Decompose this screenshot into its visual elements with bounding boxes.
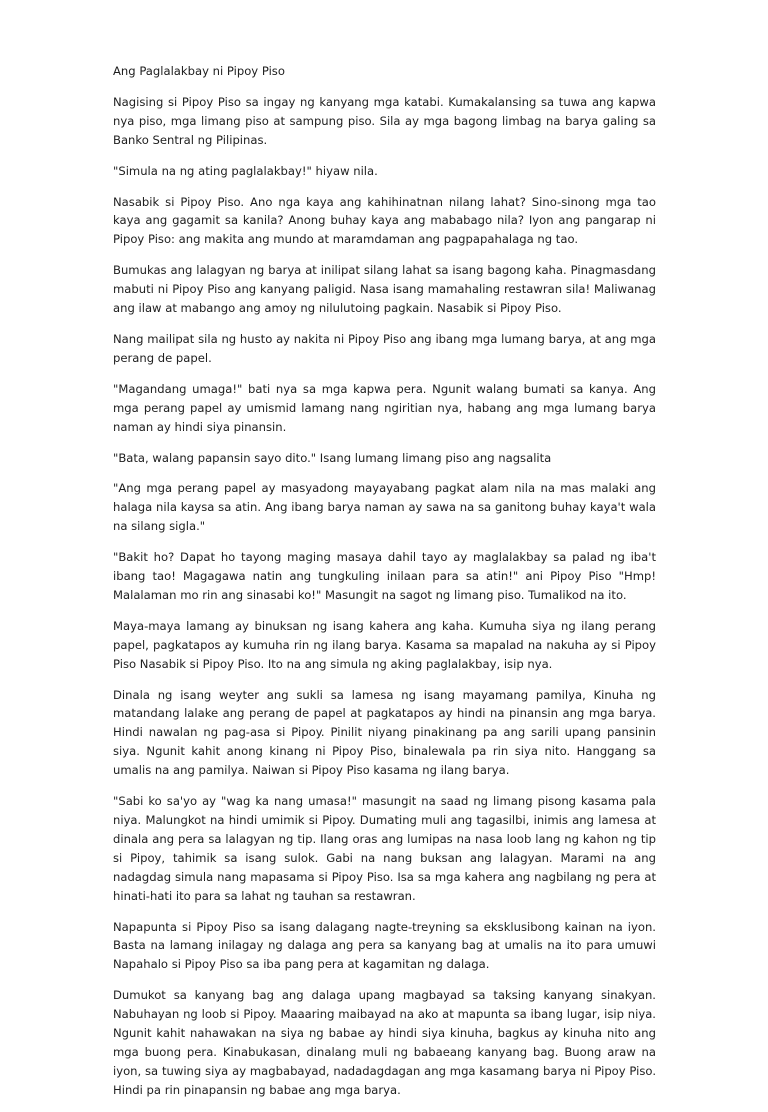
- paragraph-14: Dumukot sa kanyang bag ang dalaga upang magbayad sa taksing kanyang sinakyan. Nabuhayan ng loob si Pipoy. Maaaring maibayad na ako at mapunta sa ibang lugar, isip niya. Ngunit kahit nahawakan na siya ng babae ay hindi siya kinuha, bagkus ay kinuha nito ang mga buong pera. Kinabukasan, dinalang muli ng babaeang kanyang bag. Buong araw na iyon, sa tuwing siya ay magbabayad, nadadagdagan ang mga kasamang barya ni Pipoy Piso. Hindi pa rin pinapansin ng babae ang mga barya.: [113, 988, 656, 1097]
- paragraph-12: "Sabi ko sa'yo ay "wag ka nang umasa!" masungit na saad ng limang pisong kasama pala niya. Malungkot na hindi umimik si Pipoy. Dumating muli ang tagasilbi, inimis ang lamesa at dinala ang pera sa lalagyan ng tip. Ilang oras ang lumipas na nasa loob lang ng kahon ng tip si Pipoy, tahimik sa isang sulok. Gabi na nang buksan ang lalagyan. Marami na ang nadagdag simula nang mapasama si Pipoy Piso. Isa sa mga kahera ang nagbilang ng pera at hinati-hati ito para sa lahat ng tauhan sa restawran.: [113, 794, 656, 903]
- paragraph-5: Nang mailipat sila ng husto ay nakita ni Pipoy Piso ang ibang mga lumang barya, at ang mga perang de papel.: [113, 331, 656, 365]
- paragraph-10: Maya-maya lamang ay binuksan ng isang kahera ang kaha. Kumuha siya ng ilang perang papel, pagkatapos ay kumuha rin ng ilang barya. Kasama sa mapalad na nakuha ay si Pipoy Piso Nasabik si Pipoy Piso. Ito na ang simula ng aking paglalakbay, isip nya.: [113, 618, 656, 671]
- paragraph-11: Dinala ng isang weyter ang sukli sa lamesa ng isang mayamang pamilya, Kinuha ng matandang lalake ang perang de papel at pagkatapos ay hindi na pinansin ang mga barya. Hindi nawalan ng pag-asa si Pipoy. Pinilit niyang pinakinang pa ang sarili upang pansinin siya. Ngunit kahit anong kinang ni Pipoy Piso, binalewala pa rin siya nito. Hanggang sa umalis na ang pamilya. Naiwan si Pipoy Piso kasama ng ilang barya.: [113, 687, 656, 778]
- paragraph-3: Nasabik si Pipoy Piso. Ano nga kaya ang kahihinatnan nilang lahat? Sino-sinong mga tao kaya ang gagamit sa kanila? Anong buhay kaya ang mababago nila? Iyon ang pangarap ni Pipoy Piso: ang makita ang mundo at maramdaman ang pagpapahalaga ng tao.: [113, 194, 656, 247]
- document-page: [113, 62, 656, 1112]
- paragraph-13: Napapunta si Pipoy Piso sa isang dalagang nagte-treyning sa eksklusibong kainan na iyon. Basta na lamang inilagay ng dalaga ang pera sa kanyang bag at umalis na ito para umuwi Napahalo si Pipoy Piso sa iba pang pera at kagamitan ng dalaga.: [113, 919, 656, 972]
- paragraph-6: "Magandang umaga!" bati nya sa mga kapwa pera. Ngunit walang bumati sa kanya. Ang mga perang papel ay umismid lamang nang ngiritian nya, habang ang mga lumang barya naman ay hindi siya pinansin.: [113, 381, 656, 434]
- document-title: Ang Paglalakbay ni Pipoy Piso: [113, 64, 285, 78]
- paragraph-1: Nagising si Pipoy Piso sa ingay ng kanyang mga katabi. Kumakalansing sa tuwa ang kapwa nya piso, mga limang piso at sampung piso. Sila ay mga bagong limbag na barya galing sa Banko Sentral ng Pilipinas.: [113, 94, 656, 147]
- paragraph-8: "Ang mga perang papel ay masyadong mayayabang pagkat alam nila na mas malaki ang halaga nila kaysa sa atin. Ang ibang barya naman ay sawa na sa ganitong buhay kaya't wala na silang sigla.": [113, 481, 656, 534]
- paragraph-4: Bumukas ang lalagyan ng barya at inilipat silang lahat sa isang bagong kaha. Pinagmasdang mabuti ni Pipoy Piso ang kanyang paligid. Nasa isang mamahaling restawran sila! Maliwanag ang ilaw at mabango ang amoy ng nilulutoing pagkain. Nasabik si Pipoy Piso.: [113, 263, 656, 316]
- paragraph-2: "Simula na ng ating paglalakbay!" hiyaw nila.: [113, 163, 378, 178]
- paragraph-9: "Bakit ho? Dapat ho tayong maging masaya dahil tayo ay maglalakbay sa palad ng iba't ibang tao! Magagawa natin ang tungkuling inilaan para sa atin!" ani Pipoy Piso "Hmp! Malalaman mo rin ang sinasabi ko!" Masungit na sagot ng limang piso. Tumalikod na ito.: [113, 550, 656, 602]
- paragraph-7: "Bata, walang papansin sayo dito." Isang lumang limang piso ang nagsalita: [113, 450, 552, 465]
